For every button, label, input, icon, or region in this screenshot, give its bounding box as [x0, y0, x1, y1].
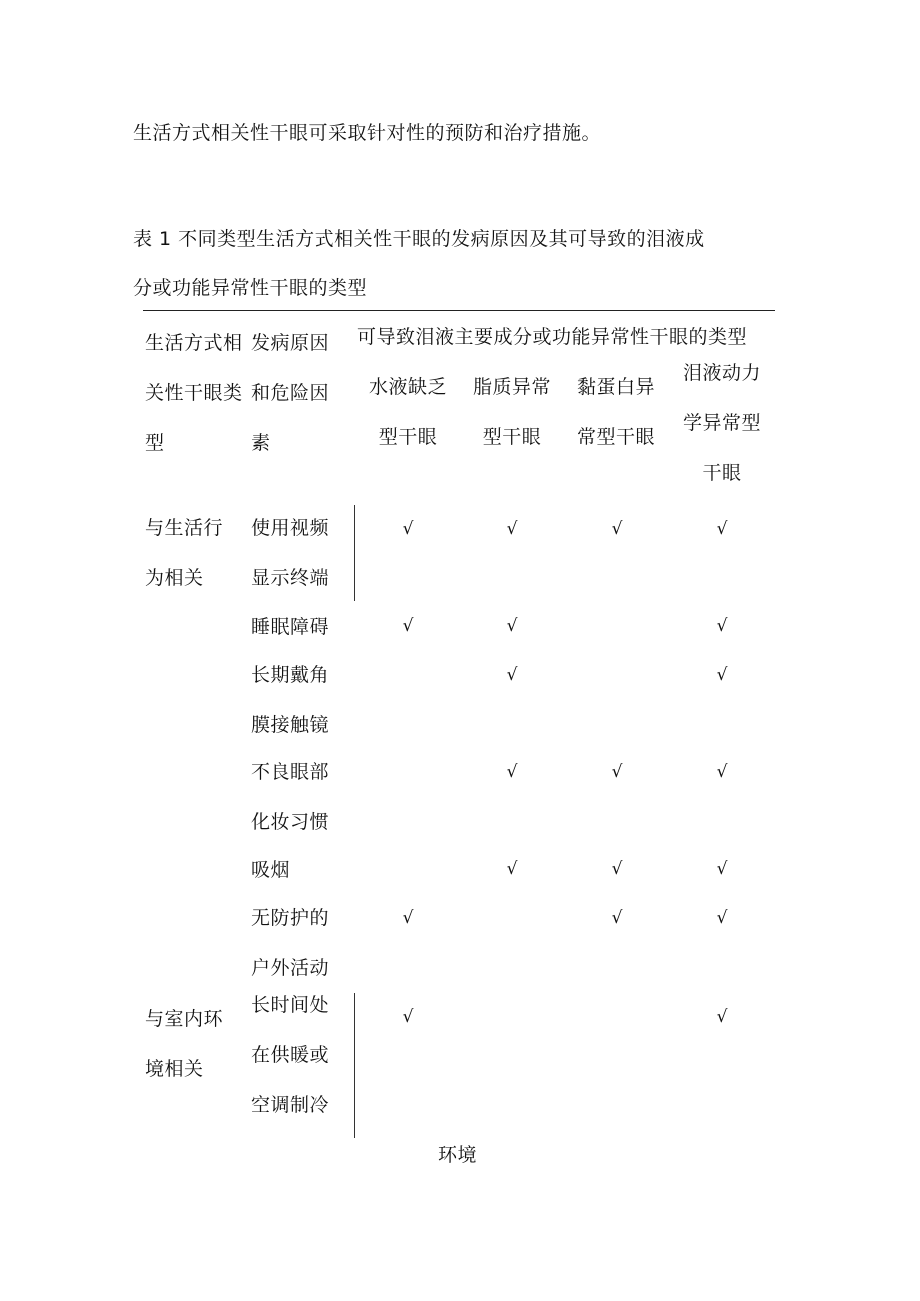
- table-caption-line-2: 分或功能异常性干眼的类型: [133, 277, 368, 299]
- check-mark: √: [716, 519, 728, 539]
- table-caption-line-1: 表 1 不同类型生活方式相关性干眼的发病原因及其可导致的泪液成: [133, 228, 705, 250]
- check-mark: √: [716, 1007, 728, 1027]
- row-cause: 长期戴角 膜接触镜: [251, 664, 330, 736]
- check-mark: √: [402, 1007, 414, 1027]
- row-cause: 不良眼部 化妆习惯: [251, 761, 330, 833]
- check-mark: √: [611, 859, 623, 879]
- check-mark: √: [402, 519, 414, 539]
- check-mark: √: [506, 665, 518, 685]
- group-label-indoor: 与室内环 境相关: [145, 1008, 224, 1080]
- check-mark: √: [611, 519, 623, 539]
- check-mark: √: [506, 859, 518, 879]
- group-label-behavior: 与生活行 为相关: [145, 517, 224, 589]
- header-type: 生活方式相 关性干眼类 型: [145, 332, 243, 454]
- header-sub-mucin: 黏蛋白异 常型干眼: [576, 376, 655, 448]
- header-sub-lipid: 脂质异常 型干眼: [472, 376, 551, 448]
- check-mark: √: [506, 762, 518, 782]
- check-mark: √: [611, 762, 623, 782]
- check-mark: √: [402, 908, 414, 928]
- row-cause: 睡眠障碍: [251, 616, 330, 638]
- check-mark: √: [611, 908, 623, 928]
- check-mark: √: [506, 519, 518, 539]
- header-group-title: 可导致泪液主要成分或功能异常性干眼的类型: [357, 326, 748, 348]
- row-cause: 长时间处 在供暖或 空调制冷: [251, 994, 330, 1116]
- check-mark: √: [716, 665, 728, 685]
- check-mark: √: [716, 908, 728, 928]
- check-mark: √: [716, 616, 728, 636]
- header-cause: 发病原因 和危险因 素: [251, 332, 330, 454]
- check-mark: √: [716, 762, 728, 782]
- row-cause: 无防护的 户外活动: [251, 907, 330, 979]
- trailing-cell-text: 环境: [438, 1144, 478, 1166]
- header-sub-dynamics: 泪液动力 学异常型 干眼: [682, 362, 761, 484]
- table-vertical-rule: [354, 505, 355, 601]
- intro-paragraph: 生活方式相关性干眼可采取针对性的预防和治疗措施。: [133, 122, 602, 144]
- check-mark: √: [506, 616, 518, 636]
- check-mark: √: [716, 859, 728, 879]
- row-cause: 使用视频 显示终端: [251, 517, 330, 589]
- row-cause: 吸烟: [251, 859, 291, 881]
- table-vertical-rule: [354, 993, 355, 1138]
- check-mark: √: [402, 616, 414, 636]
- table-top-rule: [143, 310, 775, 311]
- header-sub-aqueous: 水液缺乏 型干眼: [368, 376, 447, 448]
